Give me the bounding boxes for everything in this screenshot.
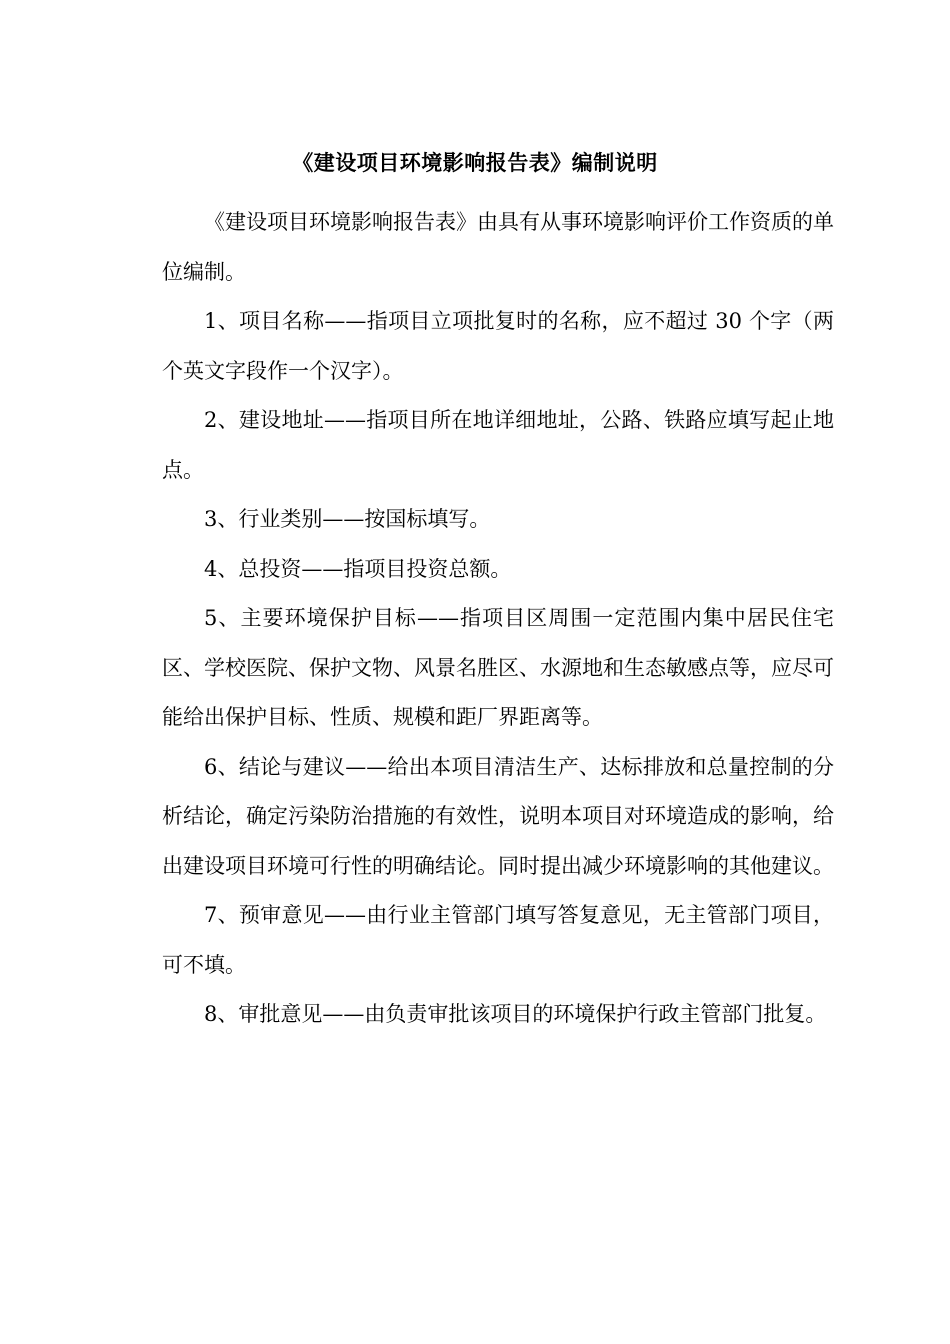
paragraph-intro: 《建设项目环境影响报告表》由具有从事环境影响评价工作资质的单位编制。 [162, 210, 834, 284]
paragraph-project-name: 1、项目名称——指项目立项批复时的名称，应不超过 30 个字（两个英文字段作一个汉字）。 [162, 309, 834, 383]
paragraph-industry-category: 3、行业类别——按国标填写。 [204, 507, 491, 531]
paragraph-total-investment: 4、总投资——指项目投资总额。 [204, 556, 512, 581]
document-title: 《建设项目环境影响报告表》编制说明 [292, 150, 658, 175]
paragraph-conclusions: 6、结论与建议——给出本项目清洁生产、达标排放和总量控制的分析结论，确定污染防治措施的有效性，说明本项目对环境造成的影响，给出建设项目环境可行性的明确结论。同时提出减少环境影响的其他建议。 [162, 754, 834, 878]
paragraph-construction-address: 2、建设地址——指项目所在地详细地址，公路、铁路应填写起止地点。 [162, 408, 834, 482]
paragraph-approval: 8、审批意见——由负责审批该项目的环境保护行政主管部门批复。 [204, 1002, 827, 1026]
document-body [162, 198, 834, 1040]
paragraph-pre-review: 7、预审意见——由行业主管部门填写答复意见，无主管部门项目，可不填。 [162, 903, 834, 977]
paragraph-protection-targets: 5、主要环境保护目标——指项目区周围一定范围内集中居民住宅区、学校医院、保护文物、风景名胜区、水源地和生态敏感点等，应尽可能给出保护目标、性质、规模和距厂界距离等。 [162, 606, 834, 729]
